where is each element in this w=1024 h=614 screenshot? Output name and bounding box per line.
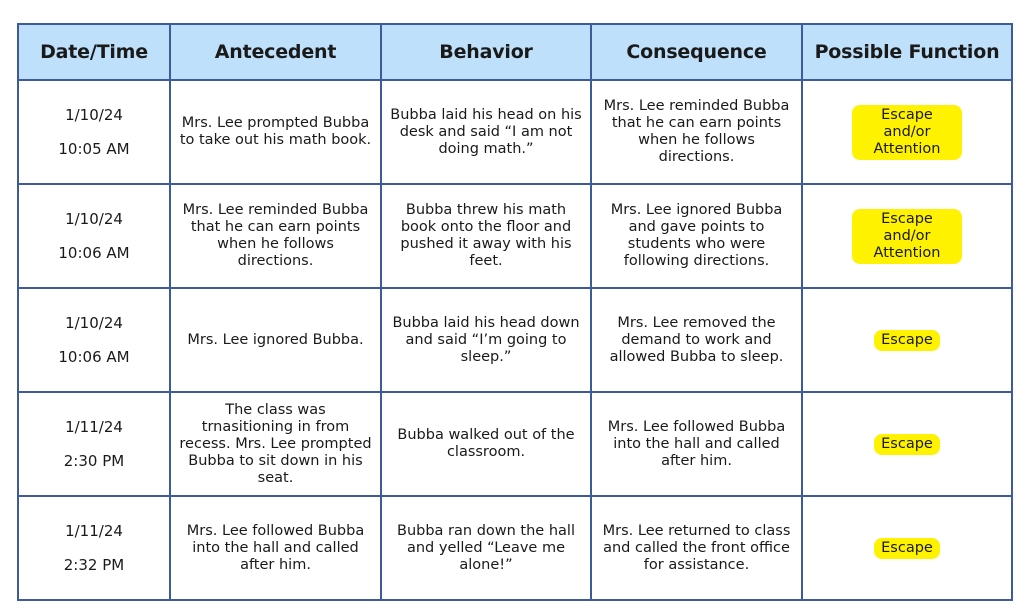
time-value: 10:06 AM — [58, 348, 130, 366]
consequence-cell: Mrs. Lee returned to class and called the front office for assistance. — [591, 496, 802, 600]
table-row — [18, 80, 1012, 184]
behavior-cell: Bubba laid his head down and said “I’m going to sleep.” — [381, 288, 591, 392]
date-value: 1/10/24 — [65, 314, 123, 332]
antecedent-cell: Mrs. Lee prompted Bubba to take out his math book. — [170, 80, 381, 184]
date-value: 1/11/24 — [65, 418, 123, 436]
function-highlight: Escape — [874, 330, 940, 351]
function-cell — [802, 288, 1012, 392]
antecedent-cell: Mrs. Lee followed Bubba into the hall and called after him. — [170, 496, 381, 600]
header-behavior: Behavior — [381, 24, 591, 80]
table-row — [18, 392, 1012, 496]
antecedent-cell: The class was trnasitioning in from recess. Mrs. Lee prompted Bubba to sit down in his seat. — [170, 392, 381, 496]
date-time-cell — [18, 288, 170, 392]
time-value: 10:05 AM — [58, 140, 130, 158]
header-date-time: Date/Time — [18, 24, 170, 80]
behavior-cell: Bubba laid his head on his desk and said “I am not doing math.” — [381, 80, 591, 184]
date-time-cell — [18, 80, 170, 184]
consequence-cell: Mrs. Lee reminded Bubba that he can earn points when he follows directions. — [591, 80, 802, 184]
function-highlight: Escape and/or Attention — [852, 209, 962, 264]
date-time-cell — [18, 392, 170, 496]
consequence-cell: Mrs. Lee ignored Bubba and gave points to students who were following directions. — [591, 184, 802, 288]
function-highlight: Escape — [874, 434, 940, 455]
abc-data-table — [17, 23, 1013, 601]
date-time-cell — [18, 496, 170, 600]
table-body — [18, 80, 1012, 600]
table-row — [18, 496, 1012, 600]
behavior-cell: Bubba walked out of the classroom. — [381, 392, 591, 496]
consequence-cell: Mrs. Lee followed Bubba into the hall and called after him. — [591, 392, 802, 496]
behavior-cell: Bubba ran down the hall and yelled “Leave me alone!” — [381, 496, 591, 600]
function-highlight: Escape — [874, 538, 940, 559]
date-time-cell — [18, 184, 170, 288]
abc-data-table-container — [17, 23, 1011, 601]
function-cell — [802, 496, 1012, 600]
table-row — [18, 288, 1012, 392]
header-possible-function: Possible Function — [802, 24, 1012, 80]
time-value: 2:32 PM — [63, 556, 125, 574]
function-highlight: Escape and/or Attention — [852, 105, 962, 160]
time-value: 10:06 AM — [58, 244, 130, 262]
date-value: 1/11/24 — [65, 522, 123, 540]
antecedent-cell: Mrs. Lee reminded Bubba that he can earn points when he follows directions. — [170, 184, 381, 288]
behavior-cell: Bubba threw his math book onto the floor and pushed it away with his feet. — [381, 184, 591, 288]
header-row — [18, 24, 1012, 80]
header-consequence: Consequence — [591, 24, 802, 80]
function-cell — [802, 184, 1012, 288]
date-value: 1/10/24 — [65, 106, 123, 124]
table-row — [18, 184, 1012, 288]
date-value: 1/10/24 — [65, 210, 123, 228]
function-cell — [802, 80, 1012, 184]
function-cell — [802, 392, 1012, 496]
time-value: 2:30 PM — [63, 452, 125, 470]
header-antecedent: Antecedent — [170, 24, 381, 80]
antecedent-cell: Mrs. Lee ignored Bubba. — [170, 288, 381, 392]
consequence-cell: Mrs. Lee removed the demand to work and allowed Bubba to sleep. — [591, 288, 802, 392]
table-header — [18, 24, 1012, 80]
